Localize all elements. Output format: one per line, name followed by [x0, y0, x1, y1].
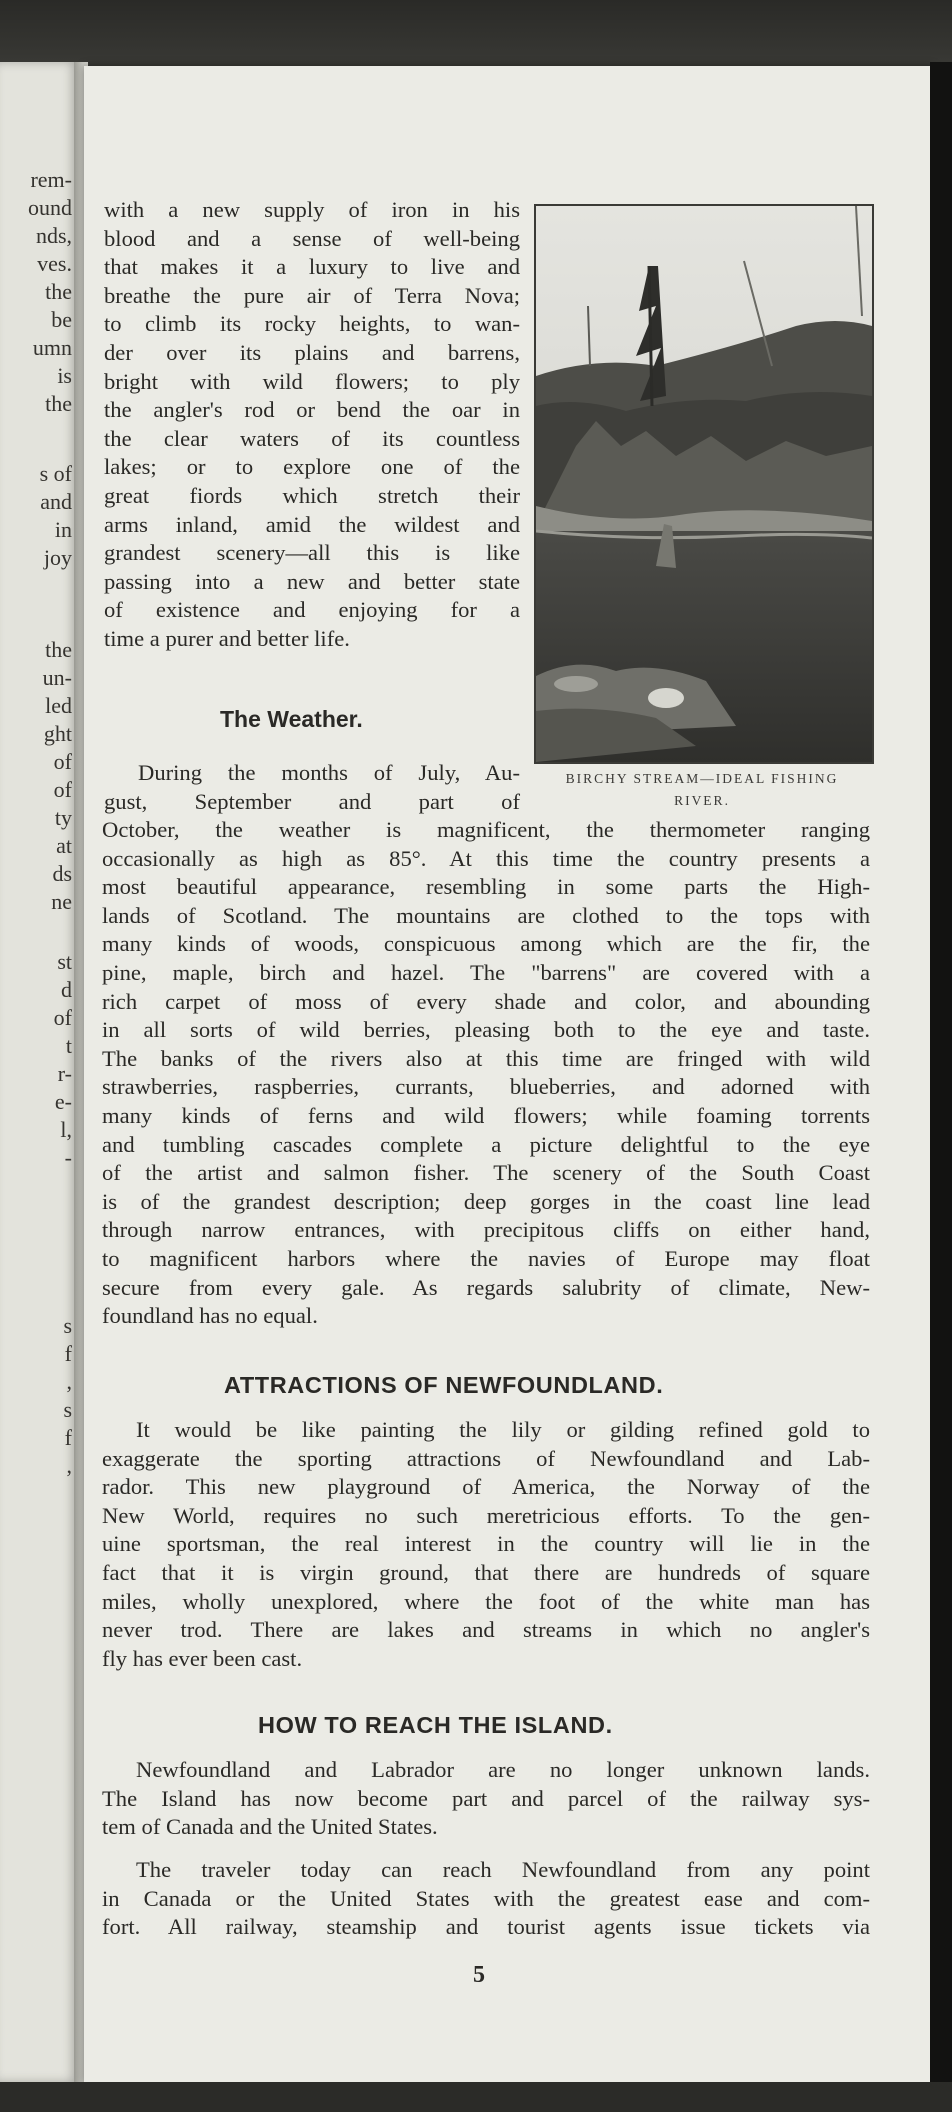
text-line: Newfoundland and Labrador are no longer unknown lands.: [136, 1757, 870, 1782]
text-line: lands of Scotland. The mountains are clothed to the tops with: [102, 902, 870, 928]
text-line: rador. This new playground of America, the Norway of the: [102, 1474, 870, 1500]
text-line: fact that it is virgin ground, that there are hundreds of square: [102, 1559, 870, 1585]
text-line: the clear waters of its countless: [104, 425, 520, 451]
left-page-fragment: s: [63, 1397, 72, 1422]
left-page-fragment: ght: [43, 721, 72, 746]
left-page-fragment: at: [56, 833, 72, 858]
text-line: lakes; or to explore one of the: [104, 454, 520, 480]
left-page-fragment: r-: [57, 1061, 72, 1086]
left-page-fragment: st: [57, 949, 72, 974]
left-page-fragment: the: [45, 279, 72, 304]
text-line: pine, maple, birch and hazel. The "barrens" are covered with a: [102, 959, 870, 985]
left-page-fragment: t: [65, 1033, 72, 1058]
left-page-fragment: rem-: [30, 167, 72, 192]
reach-heading: HOW TO REACH THE ISLAND.: [258, 1712, 613, 1738]
text-line: arms inland, amid the wildest and: [104, 511, 520, 537]
left-page-fragment: s of: [39, 461, 72, 486]
attractions-paragraph: [102, 1416, 870, 1673]
photo-illustration: [536, 206, 872, 762]
intro-paragraph: [104, 196, 520, 654]
text-line: with a new supply of iron in his: [104, 197, 520, 222]
left-page-fragment: led: [45, 693, 72, 718]
text-line: fort. All railway, steamship and tourist agents issue tickets via: [102, 1914, 870, 1940]
left-page-fragment: of: [53, 1005, 72, 1030]
weather-paragraph: [102, 816, 870, 1331]
text-line: secure from every gale. As regards salubrity of climate, New-: [102, 1274, 870, 1300]
top-shadow: [0, 0, 952, 70]
text-line: foundland has no equal.: [102, 1303, 318, 1329]
left-page-fragment: of: [53, 749, 72, 774]
left-page-fragment: in: [54, 517, 72, 542]
text-line: most beautiful appearance, resembling in some parts the High-: [102, 874, 870, 900]
text-line: that makes it a luxury to live and: [104, 254, 520, 280]
text-line: grandest scenery—all this is like: [104, 540, 520, 566]
text-line: passing into a new and better state: [104, 568, 520, 594]
attractions-heading: ATTRACTIONS OF NEWFOUNDLAND.: [224, 1372, 664, 1398]
left-page-fragment: e-: [54, 1089, 72, 1114]
text-line: great fiords which stretch their: [104, 482, 520, 508]
text-line: blood and a sense of well-being: [104, 225, 520, 251]
text-line: The banks of the rivers also at this time are fringed with wild: [102, 1045, 870, 1071]
text-line: strawberries, raspberries, currants, blueberries, and adorned with: [102, 1074, 870, 1100]
left-page-fragment: nds,: [35, 223, 72, 248]
left-page-fragment: of: [53, 777, 72, 802]
text-line: never trod. There are lakes and streams in which no angler's: [102, 1617, 870, 1643]
left-page-fragment: ty: [54, 805, 72, 830]
left-page-fragment: s: [63, 1313, 72, 1338]
text-line: the angler's rod or bend the oar in: [104, 397, 520, 423]
left-page-fragment: ne: [51, 889, 72, 914]
text-line: tem of Canada and the United States.: [102, 1814, 438, 1840]
page-right-edge: [930, 62, 952, 2112]
text-line: and tumbling cascades complete a picture delightful to the eye: [102, 1131, 870, 1157]
text-line: bright with wild flowers; to ply: [104, 368, 520, 394]
left-page-fragment: is: [57, 363, 72, 388]
left-page-fragment: f: [64, 1425, 72, 1450]
reach-paragraph-1: [102, 1756, 870, 1842]
text-line: in all sorts of wild berries, pleasing both to the eye and taste.: [102, 1017, 870, 1043]
left-page-fragment: ves.: [37, 251, 72, 276]
text-line: time a purer and better life.: [104, 625, 350, 651]
text-line: through narrow entrances, with precipitous cliffs on either hand,: [102, 1217, 870, 1243]
text-line: is of the grandest description; deep gorges in the coast line lead: [102, 1188, 870, 1214]
text-line: fly has ever been cast.: [102, 1645, 303, 1671]
text-line: New World, requires no such meretricious efforts. To the gen-: [102, 1502, 870, 1528]
text-line: of the artist and salmon fisher. The scenery of the South Coast: [102, 1160, 870, 1186]
left-page-edge: [0, 62, 78, 2082]
left-page-fragment: joy: [43, 545, 72, 570]
text-line: occasionally as high as 85°. At this time the country presents a: [102, 845, 870, 871]
left-page-fragment: be: [51, 307, 72, 332]
photo-caption-line-1: BIRCHY STREAM—IDEAL FISHING: [565, 771, 839, 786]
text-line: exaggerate the sporting attractions of Newfoundland and Lab-: [102, 1445, 870, 1471]
left-page-fragment: ,: [66, 1369, 72, 1394]
text-line: The Island has now become part and parcel of the railway sys-: [102, 1785, 870, 1811]
text-line: rich carpet of moss of every shade and color, and abounding: [102, 988, 870, 1014]
weather-paragraph-narrow: [104, 759, 520, 816]
text-line: gust, September and part of: [104, 788, 520, 814]
page-number: 5: [473, 1962, 485, 1988]
text-line: many kinds of ferns and wild flowers; while foaming torrents: [102, 1102, 870, 1128]
left-page-fragment: the: [45, 391, 72, 416]
left-page-fragment: f: [64, 1341, 72, 1366]
weather-heading: The Weather.: [220, 706, 363, 732]
left-page-fragment: ds: [52, 861, 72, 886]
text-line: It would be like painting the lily or gilding refined gold to: [136, 1417, 870, 1442]
left-page-fragment: un-: [42, 665, 72, 690]
text-line: uine sportsman, the real interest in the country will lie in the: [102, 1531, 870, 1557]
text-line: to magnificent harbors where the navies of Europe may float: [102, 1245, 870, 1271]
photo-caption: [520, 768, 884, 812]
text-line: breathe the pure air of Terra Nova;: [104, 282, 520, 308]
birchy-stream-photo: [534, 204, 874, 764]
left-page-fragment: ,: [66, 1453, 72, 1478]
reach-paragraph-2: [102, 1856, 870, 1942]
text-line: in Canada or the United States with the greatest ease and com-: [102, 1885, 870, 1911]
left-page-fragment: ound: [28, 195, 72, 220]
left-page-fragment: the: [45, 637, 72, 662]
text-line: October, the weather is magnificent, the thermometer ranging: [102, 817, 870, 842]
text-line: many kinds of woods, conspicuous among which are the fir, the: [102, 931, 870, 957]
left-page-fragment: l,: [60, 1117, 72, 1142]
left-page-fragment: d: [61, 977, 72, 1002]
text-line: The traveler today can reach Newfoundland from any point: [136, 1857, 870, 1882]
bottom-strip: [0, 2082, 952, 2112]
text-line: During the months of July, Au-: [138, 760, 520, 785]
text-line: to climb its rocky heights, to wan-: [104, 311, 520, 337]
left-page-fragment: and: [40, 489, 72, 514]
text-line: miles, wholly unexplored, where the foot of the white man has: [102, 1588, 870, 1614]
left-page-fragment: -: [64, 1145, 72, 1170]
text-line: der over its plains and barrens,: [104, 339, 520, 365]
left-page-fragment: umn: [32, 335, 72, 360]
text-line: of existence and enjoying for a: [104, 597, 520, 623]
photo-caption-line-2: RIVER.: [674, 793, 730, 808]
